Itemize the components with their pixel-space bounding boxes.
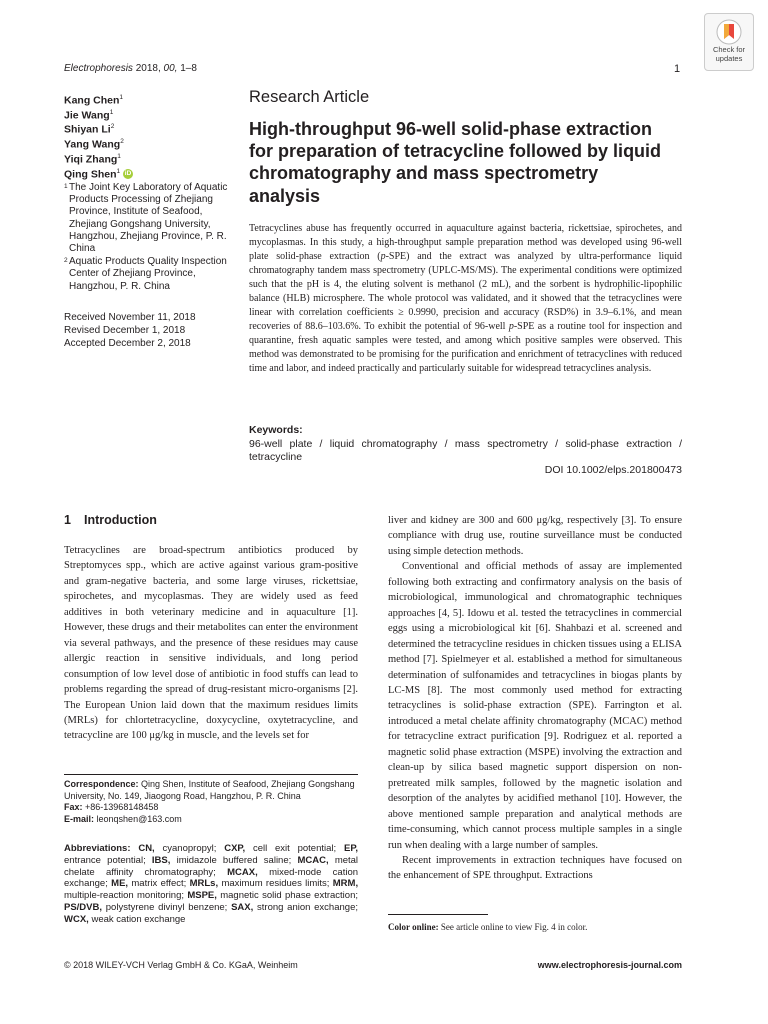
revised-date: Revised December 1, 2018	[64, 325, 186, 336]
section-heading: 1 Introduction	[64, 513, 157, 527]
author: Jie Wang$^1$	[64, 108, 114, 122]
bookmark-icon	[716, 19, 742, 45]
keywords: 96-well plate / liquid chromatography / mass spectrometry / solid-phase extraction / tetracycline	[249, 438, 682, 463]
journal-pages: 1–8	[180, 63, 197, 74]
divider	[64, 774, 358, 775]
paragraph: Tetracyclines are broad-spectrum antibiotics produced by Streptomyces spp., which are active against various gram-positive and gram-negative bacteria, and some large viruses, rickettsiae, spirochetes, and mycoplasmas. They are widely used as feed additives in both veterinary medicine and in aquaculture [1]. However, these drugs and their metabolites can enter the environment via several pathways, and the presence of these residues may cause allergic reaction in sensitive individuals, and long period consumption of low level dose of antibiotic in food stuffs can lead to problems regarding the spread of drug-resistant micro-organisms [2]. The European Union laid down that the maximum residues limits (MRLs) for chlortetracycline, doxycycline, oxytetracycline, and tetracycline are 100 μg/kg in muscle, and the levels set for	[64, 545, 358, 742]
article-title: High-throughput 96-well solid-phase extraction for preparation of tetracycline followed by liquid chromatography and mass spectrometry analysis	[249, 119, 662, 206]
journal-name: Electrophoresis	[64, 63, 133, 74]
paragraph: Conventional and official methods of assay are implemented following both extracting and confirmatory analysis on the basis of microbiological, immunological and chromatographic techniques approaches [4, 5]. Idowu et al. tested the tetracyclines in commercial eggs using a microbiological kit [6]. Shahbazi et al. screened and determined the tetracycline residues in chicken tissues using a ELISA method [7]. Spielmeyer et al. established a method for simultaneous determination of sulfonamides and tetracyclines in biogas plants by LC-MS [8]. The most commonly used method for extracting tetracyclines is solid-phase extraction (SPE). Farrington et al. introduced a metal chelate affinity chromatography (MCAC) method for tetracycline extract purification [9]. Rodriguez et al. reported a magnetic solid phase extraction (MSPE) involving the extraction and clean-up by silica based magnetic support dispersion on non-pretreated milk samples, followed by the magnetic isolation and desorption of the analytes by acidified methanol [10]. However, the above mentioned sample preparation and analytical methods are time-consuming, which cannot process multiple samples in a single run when dealing with a large number of samples.	[388, 561, 682, 851]
accepted-date: Accepted December 2, 2018	[64, 338, 191, 349]
orcid-icon[interactable]: iD	[124, 170, 132, 178]
affiliation: 1 The Joint Key Laboratory of Aquatic Products Processing of Zhejiang Province, Institute of Seafood, Zhejiang Gongshang University, Hangzhou, Zhejiang Province, P. R. China	[64, 182, 228, 255]
author: Qing Shen$^1$ iD	[64, 167, 132, 181]
journal-reference	[64, 63, 197, 74]
journal-url[interactable]: www.electrophoresis-journal.com	[537, 960, 682, 970]
correspondence: Correspondence: Qing Shen, Institute of Seafood, Zhejiang Gongshang University, No. 149, Jiaogong Road, Hangzhou, P. R. China Fax: +86-13968148458 E-mail: leonqshen@163.com	[64, 779, 355, 824]
page-number: 1	[674, 63, 681, 75]
keywords-label: Keywords:	[249, 424, 303, 436]
article-type: Research Article	[249, 88, 370, 106]
author: Yiqi Zhang$^1$	[64, 152, 121, 166]
body-column-right	[388, 513, 682, 884]
author: Kang Chen$^1$	[64, 94, 124, 107]
received-date: Received November 11, 2018	[64, 312, 196, 323]
author: Yang Wang$^2$	[64, 138, 124, 151]
email-link[interactable]: leonqshen@163.com	[96, 813, 182, 824]
affiliation: 2 Aquatic Products Quality Inspection Center of Zhejiang Province, Hangzhou, P. R. China	[64, 256, 227, 292]
check-updates-label: Check for updates	[712, 45, 746, 63]
color-online-note: Color online: See article online to view Fig. 4 in color.	[388, 922, 588, 932]
journal-volume: 00,	[163, 63, 178, 74]
copyright: © 2018 WILEY-VCH Verlag GmbH & Co. KGaA, Weinheim	[64, 960, 298, 970]
author: Shiyan Li$^2$	[64, 123, 115, 136]
body-column-left	[64, 543, 358, 744]
affiliations	[64, 182, 234, 293]
abbreviations: Abbreviations: CN, cyanopropyl; CXP, cell exit potential; EP, entrance potential; IBS, imidazole buffered saline; MCAC, metal chelate affinity chromatography; MCAX, mixed-mode cation exchange; ME, matrix effect; MRLs, maximum residues limits; MRM, multiple-reaction monitoring; MSPE, magnetic solid phase extraction; PS/DVB, polystyrene divinyl benzene; SAX, strong anion exchange; WCX, weak cation exchange	[64, 843, 359, 925]
divider	[388, 914, 488, 915]
doi[interactable]: DOI 10.1002/elps.201800473	[544, 464, 682, 476]
author-list	[64, 92, 133, 180]
abstract: Tetracyclines abuse has frequently occurred in aquaculture against bacteria, rickettsiae, spirochetes, and mycoplasmas. In this study, a high-throughput sample preparation method was developed using 96-well plate solid-phase extraction (p-SPE) and the extract was analyzed by ultra-performance liquid chromatography tandem mass spectrometry (UPLC-MS/MS). The experimental conditions were optimized such that the pH is 4, the eluting solvent is methanol (2 mL), and the sorbent is hydrophilic-lipophilic balance (HLB) microsphere. The whole protocol was validated, and it showed that the tetracyclines were linear with correlation coefficients ≥ 0.9990, precision and accuracy (RSD%) in 3.9–6.1%, and mean recoveries of 88.6–103.6%. To exhibit the potential of 96-well p-SPE as a routine tool for inspection and quarantine, fresh aquatic samples were tested, and among which positive samples were observed. This method was demonstrated to be promising for the purification and enrichment of tetracyclines with reduced time and labor, and indeed practically and particularly suitable for widespread tetracyclines analysis.	[249, 223, 682, 374]
check-for-updates-badge[interactable]	[704, 13, 754, 71]
paragraph: liver and kidney are 300 and 600 μg/kg, respectively [3]. To ensure compliance with drug use, routine surveillance must be conducted using simple detection methods.	[388, 515, 682, 557]
journal-year: 2018,	[135, 63, 161, 74]
article-dates	[64, 311, 196, 350]
paragraph: Recent improvements in extraction techniques have focused on the enhancement of SPE throughput. Extractions	[388, 854, 682, 882]
